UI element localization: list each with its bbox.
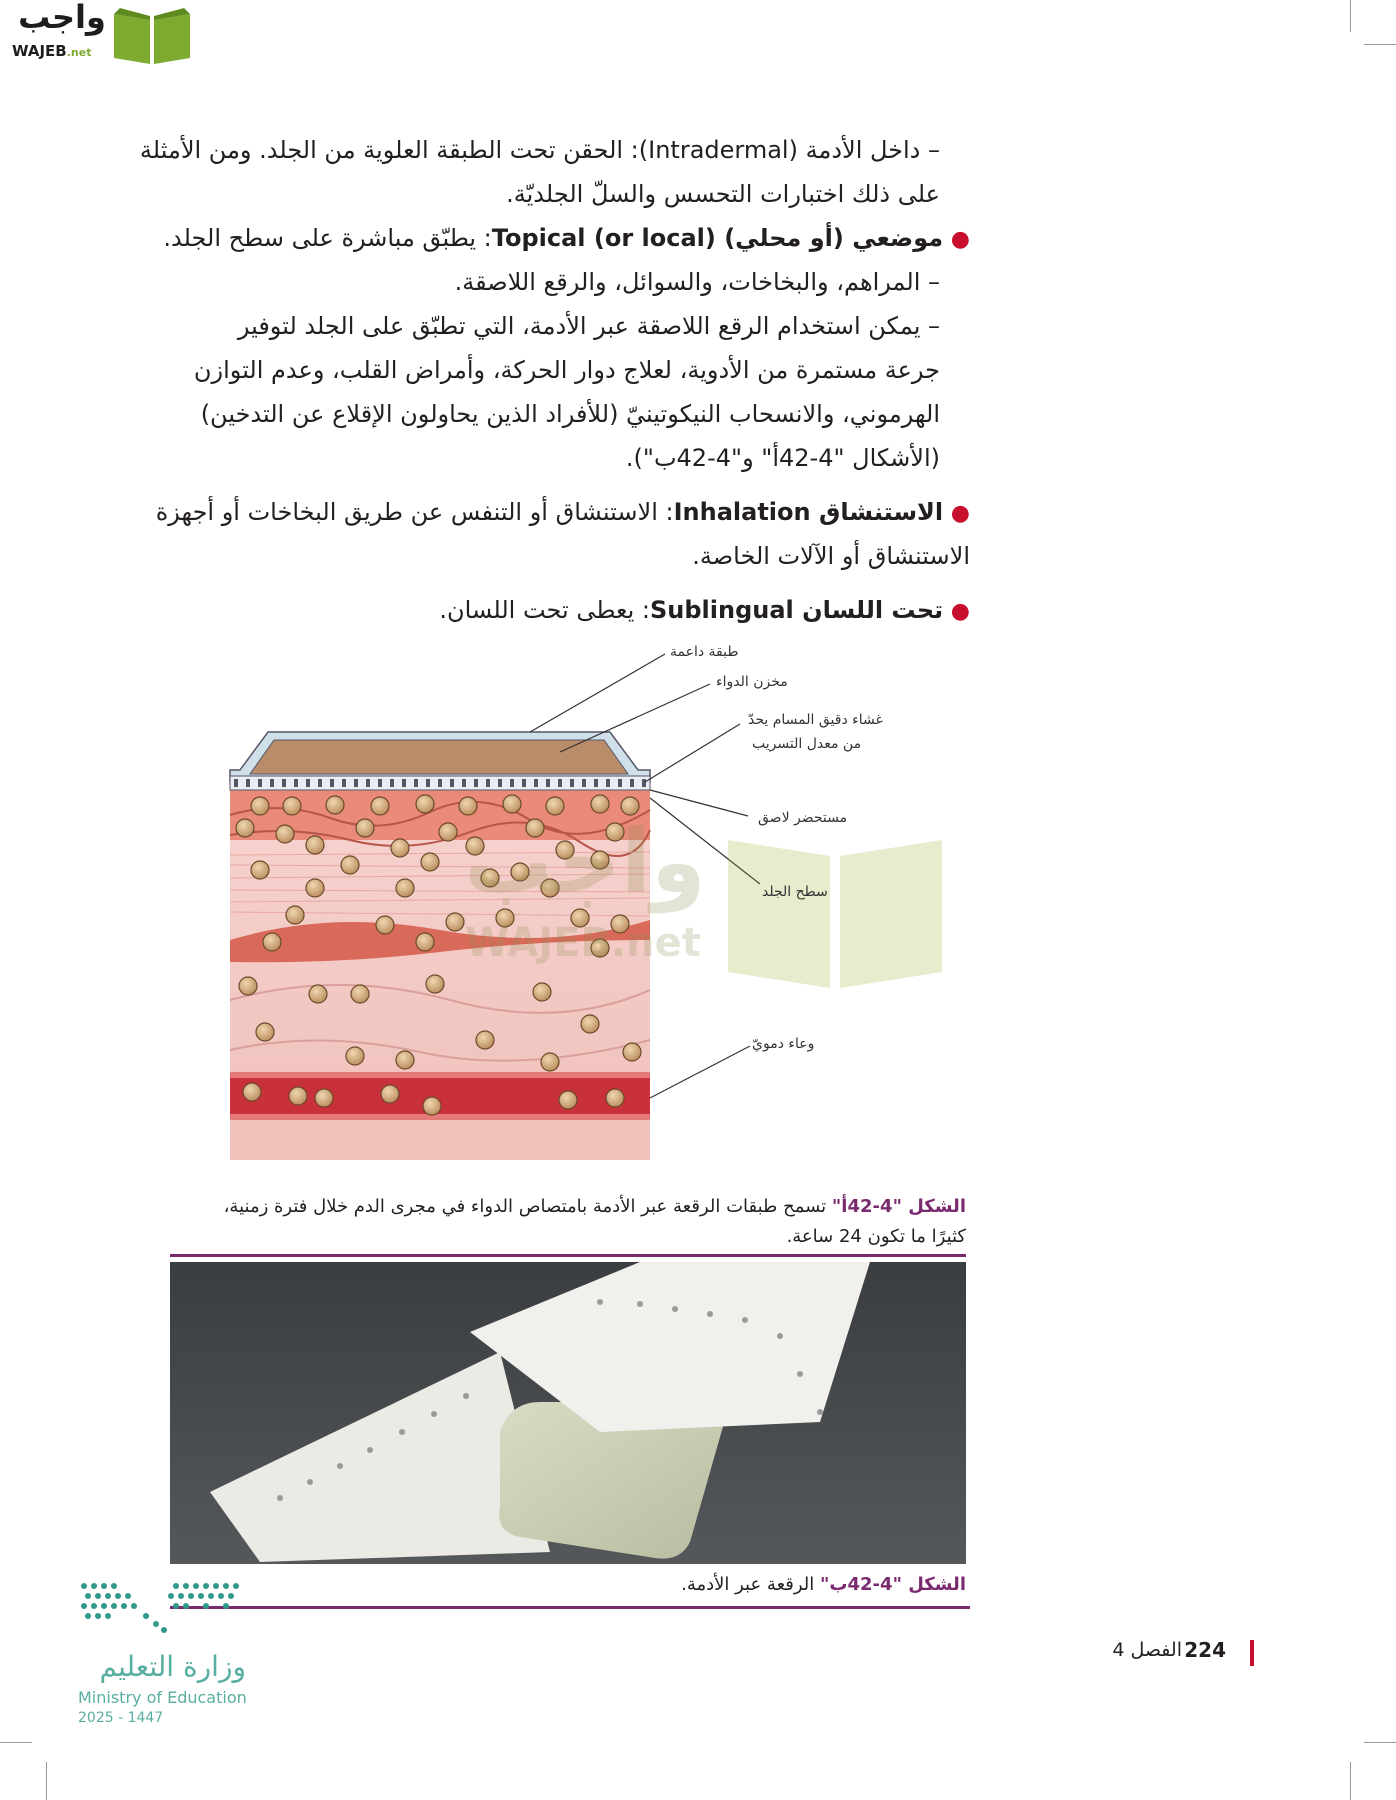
label-backing-layer: طبقة داعمة (670, 644, 739, 660)
sublingual-text: : يعطى تحت اللسان. (439, 596, 650, 624)
footer-bar (1250, 1640, 1254, 1666)
inhalation-text: : الاستنشاق أو التنفس عن طريق البخاخات أو أجهزة (155, 498, 674, 526)
crop-mark (1364, 44, 1396, 45)
chapter-label: الفصل 4 (1112, 1639, 1182, 1661)
ministry-name-en: Ministry of Education (78, 1688, 247, 1707)
topical-sub-2-line-2: جرعة مستمرة من الأدوية، لعلاج دوار الحركة، وأمراض القلب، وعدم التوازن (193, 356, 940, 384)
watermark-arabic: واجب (464, 810, 706, 913)
drug-reservoir (250, 740, 628, 774)
label-skin-surface: سطح الجلد (762, 884, 828, 900)
page-number: 224 (1184, 1638, 1226, 1662)
intradermal-line-1: – داخل الأدمة (Intradermal): الحقن تحت الطبقة العلوية من الجلد. ومن الأمثلة (139, 136, 940, 164)
caption-divider (170, 1254, 966, 1257)
figure-b-label: الشكل "4-42ب" (820, 1574, 966, 1595)
membrane-pores (234, 779, 646, 787)
topical-heading: موضعي (أو محلي) (Topical (or local (491, 224, 944, 252)
bullet-icon: ● (950, 227, 970, 252)
crop-mark (46, 1762, 47, 1800)
brand-latin-text: WAJEB (12, 42, 67, 60)
crop-mark (1350, 0, 1351, 32)
figure-a-label: الشكل "4-42أ" (831, 1196, 966, 1217)
watermark-latin: WAJEB.net (465, 920, 701, 966)
crop-mark (0, 1742, 32, 1743)
topical-text: : يطبّق مباشرة على سطح الجلد. (163, 224, 492, 252)
figure-a-text-2: كثيرًا ما تكون 24 ساعة. (786, 1226, 966, 1247)
topical-sub-2-line-4: (الأشكال "4-42أ" و"4-42ب"). (625, 444, 940, 472)
label-membrane-line-1: غشاء دقيق المسام يحدّ (748, 712, 883, 728)
figure-a-caption-line-1 (150, 1192, 966, 1222)
figure-a-text-1: تسمح طبقات الرقعة عبر الأدمة بامتصاص الدواء في مجرى الدم خلال فترة زمنية، (223, 1196, 832, 1217)
topical-bullet (163, 216, 970, 262)
figure-b-text: الرقعة عبر الأدمة. (681, 1574, 821, 1595)
brand-latin (12, 42, 91, 60)
caption-b-divider (170, 1606, 970, 1609)
brand-arabic: واجب (18, 0, 106, 36)
intradermal-line-2: على ذلك اختبارات التحسس والسلّ الجلديّة. (506, 180, 940, 208)
label-adhesive: مستحضر لاصق (758, 810, 848, 826)
brand-suffix: .net (66, 46, 92, 59)
bullet-icon: ● (950, 599, 970, 624)
crop-mark (1350, 1762, 1351, 1800)
page-footer (1100, 1636, 1260, 1670)
transdermal-patch-photo (170, 1262, 966, 1564)
figure-b-caption (150, 1570, 966, 1600)
label-blood-vessel: وعاء دمويّ (752, 1036, 815, 1052)
figure-a-caption (150, 1192, 966, 1252)
inhalation-heading: الاستنشاق Inhalation (673, 498, 944, 526)
ministry-year: 2025 - 1447 (78, 1710, 164, 1726)
topical-sub-1: – المراهم، والبخاخات، والسوائل، والرقع اللاصقة. (454, 268, 940, 296)
bullet-icon: ● (950, 501, 970, 526)
label-membrane-line-2: من معدل التسريب (752, 736, 862, 752)
crop-mark (1364, 1742, 1396, 1743)
topical-sub-2-line-3: الهرموني، والانسحاب النيكوتينيّ (للأفراد الذين يحاولون الإقلاع عن التدخين) (200, 400, 940, 428)
ministry-logo-icon (76, 1580, 252, 1636)
inhalation-bullet (156, 490, 970, 536)
label-drug-reservoir: مخزن الدواء (716, 674, 788, 690)
sublingual-heading: تحت اللسان Sublingual (649, 596, 944, 624)
brand-logo[interactable] (8, 0, 188, 66)
book-icon (720, 820, 950, 990)
sublingual-bullet (439, 588, 970, 634)
book-icon (110, 6, 194, 66)
topical-sub-2-line-1: – يمكن استخدام الرقع اللاصقة عبر الأدمة، التي تطبّق على الجلد لتوفير (237, 312, 940, 340)
ministry-name-ar: وزارة التعليم (99, 1650, 246, 1683)
inhalation-line-2: الاستنشاق أو الآلات الخاصة. (692, 542, 970, 570)
